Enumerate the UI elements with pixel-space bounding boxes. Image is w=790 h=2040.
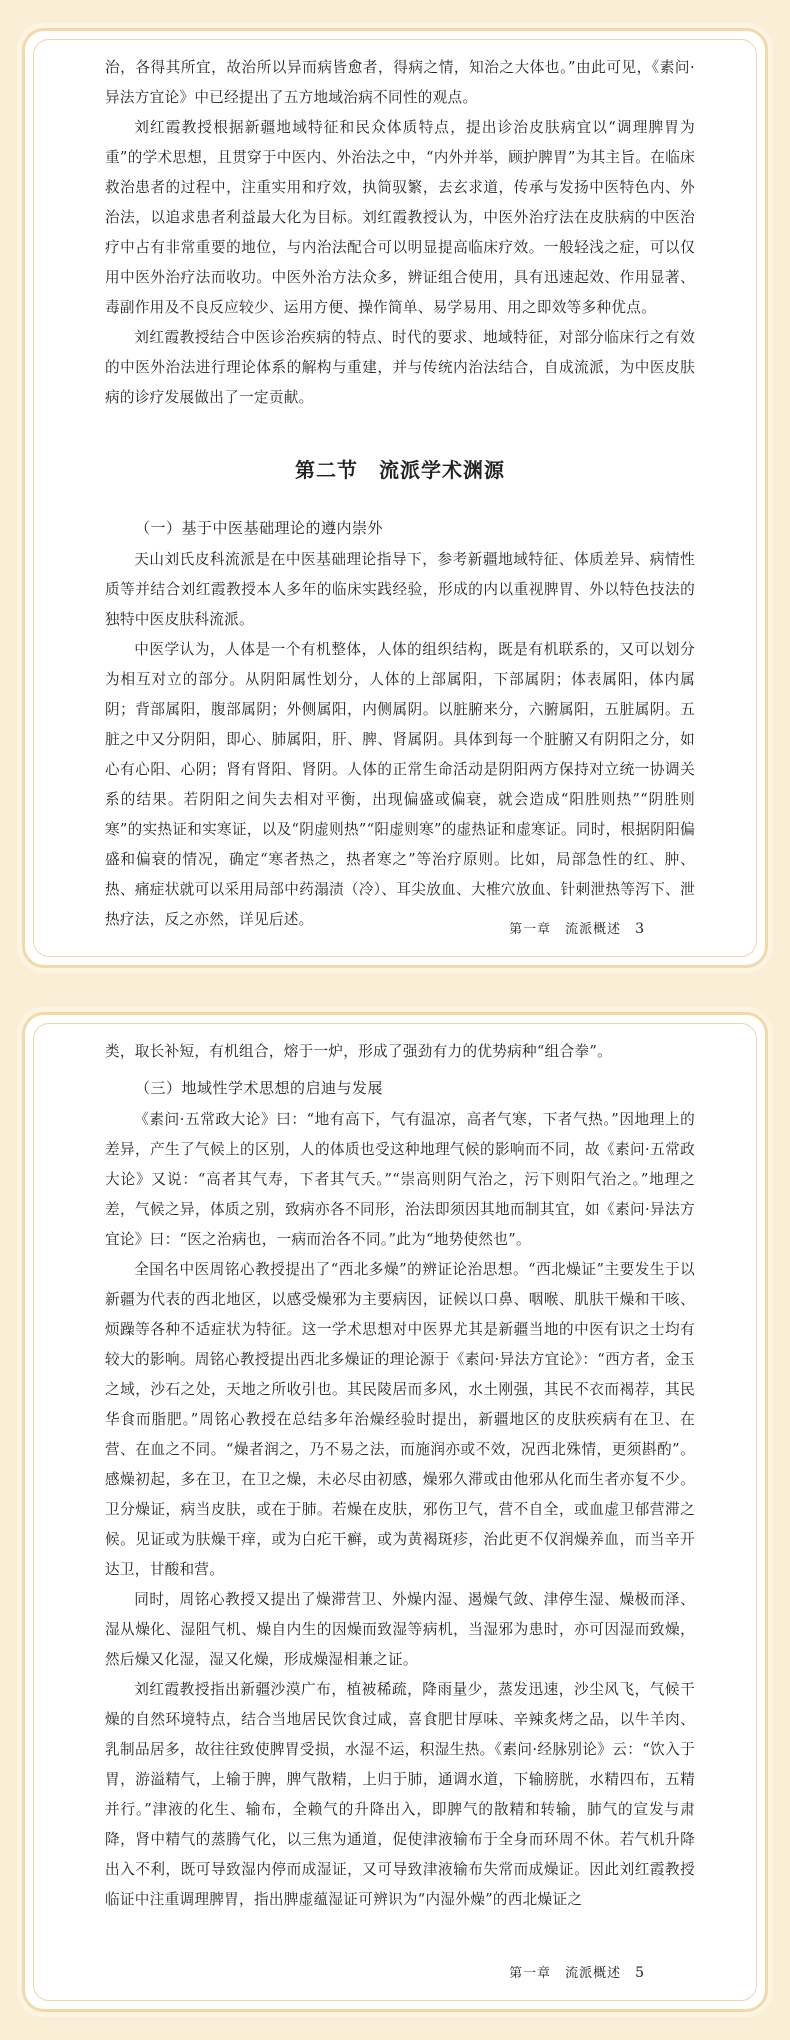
paragraph: 刘红霞教授根据新疆地域特征和民众体质特点，提出诊治皮肤病宜以“调理脾胃为重”的学术思想，且贯穿于中医内、外治法之中，“内外并举，顾护脾胃”为其主旨。在临床救治患者的过程中，注重实用和疗效，执简驭繁，去玄求道，传承与发扬中医特色内、外治法，以追求患者利益最大化为目标。刘红霞教授认为，中医外治疗法在皮肤病的中医治疗中占有非常重要的地位，与内治法配合可以明显提高临床疗效。一般轻浅之症，可以仅用中医外治疗法而收功。中医外治方法众多，辨证组合使用，具有迅速起效、作用显著、毒副作用及不良反应较少、运用方便、操作简单、易学易用、用之即效等多种优点。 xyxy=(105,119,695,316)
page-3-body xyxy=(105,53,695,935)
sub-title: （三）地域性学术思想的启迪与发展 xyxy=(135,1079,384,1097)
page-number: 3 xyxy=(635,921,645,937)
page-footer xyxy=(509,918,645,937)
page-number: 5 xyxy=(635,1965,645,1981)
paragraph: 《素问·五常政大论》曰：“地有高下，气有温凉，高者气寒，下者气热。”因地理上的差异，产生了气候上的区别，人的体质也受这种地理气候的影响而不同，故《素问·五常政大论》又说：“高者其气寿，下者其气夭。”“崇高则阴气治之，污下则阳气治之。”地理之差，气候之异，体质之别，致病亦各不同形，治法即须因其地而制其宜，如《素问·异法方宜论》曰：“医之治病也，一病而治各不同。”此为“地势使然也”。 xyxy=(105,1111,695,1248)
paragraph: 类，取长补短，有机组合，熔于一炉，形成了强劲有力的优势病种“组合拳”。 xyxy=(105,1043,613,1060)
footer-chapter: 第一章 流派概述 xyxy=(509,922,622,937)
page-5 xyxy=(22,1012,768,2012)
paragraph: 治，各得其所宜，故治所以异而病皆愈者，得病之情，知治之大体也。”由此可见，《素问·异法方宜论》中已经提出了五方地域治病不同性的观点。 xyxy=(105,59,695,106)
page-5-body xyxy=(105,1037,695,1915)
page-3 xyxy=(22,28,768,968)
paragraph: 中医学认为，人体是一个有机整体，人体的组织结构，既是有机联系的，又可以划分为相互对立的部分。从阴阳属性划分，人体的上部属阳，下部属阴；体表属阳，体内属阴；背部属阳，腹部属阴；外侧属阳，内侧属阴。以脏腑来分，六腑属阳，五脏属阴。五脏之中又分阴阳，即心、肺属阳，肝、脾、肾属阴。具体到每一个脏腑又有阴阳之分，如心有心阳、心阴；肾有肾阳、肾阴。人体的正常生命活动是阴阳两方保持对立统一协调关系的结果。若阴阳之间失去相对平衡，出现偏盛或偏衰，就会造成“阳胜则热”“阴胜则寒”的实热证和实寒证，以及“阴虚则热”“阳虚则寒”的虚热证和虚寒证。同时，根据阴阳偏盛和偏衰的情况，确定“寒者热之，热者寒之”等治疗原则。比如，局部急性的红、肿、热、痛症状就可以采用局部中药溻渍（冷）、耳尖放血、大椎穴放血、针刺泄热等泻下、泄热疗法，反之亦然，详见后述。 xyxy=(105,641,695,928)
page-footer xyxy=(509,1962,645,1981)
paragraph: 刘红霞教授结合中医诊治疾病的特点、时代的要求、地域特征，对部分临床行之有效的中医外治法进行理论体系的解构与重建，并与传统内治法结合，自成流派，为中医皮肤病的诊疗发展做出了一定贡献。 xyxy=(105,329,695,406)
paragraph: 天山刘氏皮科流派是在中医基础理论指导下，参考新疆地域特征、体质差异、病情性质等并结合刘红霞教授本人多年的临床实践经验，形成的内以重视脾胃、外以特色技法的独特中医皮肤科流派。 xyxy=(105,551,695,628)
paragraph: 同时，周铭心教授又提出了燥滞营卫、外燥内湿、遏燥气敛、津停生湿、燥极而泽、湿从燥化、湿阻气机、燥自内生的因燥而致湿等病机，当湿邪为患时，亦可因湿而致燥，然后燥又化湿，湿又化燥，形成燥湿相兼之证。 xyxy=(105,1591,695,1668)
paragraph: 全国名中医周铭心教授提出了“西北多燥”的辨证论治思想。“西北燥证”主要发生于以新疆为代表的西北地区，以感受燥邪为主要病因，证候以口鼻、咽喉、肌肤干燥和干咳、烦躁等各种不适症状为特征。这一学术思想对中医界尤其是新疆当地的中医有识之士均有较大的影响。周铭心教授提出西北多燥证的理论源于《素问·异法方宜论》：“西方者，金玉之域，沙石之处，天地之所收引也。其民陵居而多风，水土刚强，其民不衣而褐荐，其民华食而脂肥。”周铭心教授在总结多年治燥经验时提出，新疆地区的皮肤疾病有在卫、在营、在血之不同。“燥者润之，乃不易之法，而施润亦或不效，况西北殊情，更须斟酌”。感燥初起，多在卫，在卫之燥，未必尽由初感，燥邪久滞或由他邪从化而生者亦复不少。卫分燥证，病当皮肤，或在于肺。若燥在皮肤，邪伤卫气，营不自全，或血虚卫郁营滞之候。见证或为肤燥干痒，或为白疕干癣，或为黄褐斑疹，治此更不仅润燥养血，而当辛开达卫，甘酸和营。 xyxy=(105,1261,695,1578)
footer-chapter: 第一章 流派概述 xyxy=(509,1966,622,1981)
section-title: 第二节 流派学术渊源 xyxy=(295,458,505,482)
sub-title: （一）基于中医基础理论的遵内崇外 xyxy=(135,519,384,537)
paragraph: 刘红霞教授指出新疆沙漠广布，植被稀疏，降雨量少，蒸发迅速，沙尘风飞，气候干燥的自然环境特点，结合当地居民饮食过咸，喜食肥甘厚味、辛辣炙烤之品，以牛羊肉、乳制品居多，故往往致使脾胃受损，水湿不运，积湿生热。《素问·经脉别论》云：“饮入于胃，游溢精气，上输于脾，脾气散精，上归于肺，通调水道，下输膀胱，水精四布，五精并行。”津液的化生、输布，全赖气的升降出入，即脾气的散精和转输，肺气的宣发与肃降，肾中精气的蒸腾气化，以三焦为通道，促使津液输布于全身而环周不休。若气机升降出入不利，既可导致湿内停而成湿证，又可导致津液输布失常而成燥证。因此刘红霞教授临证中注重调理脾胃，指出脾虚蕴湿证可辨识为“内湿外燥”的西北燥证之 xyxy=(105,1681,695,1908)
